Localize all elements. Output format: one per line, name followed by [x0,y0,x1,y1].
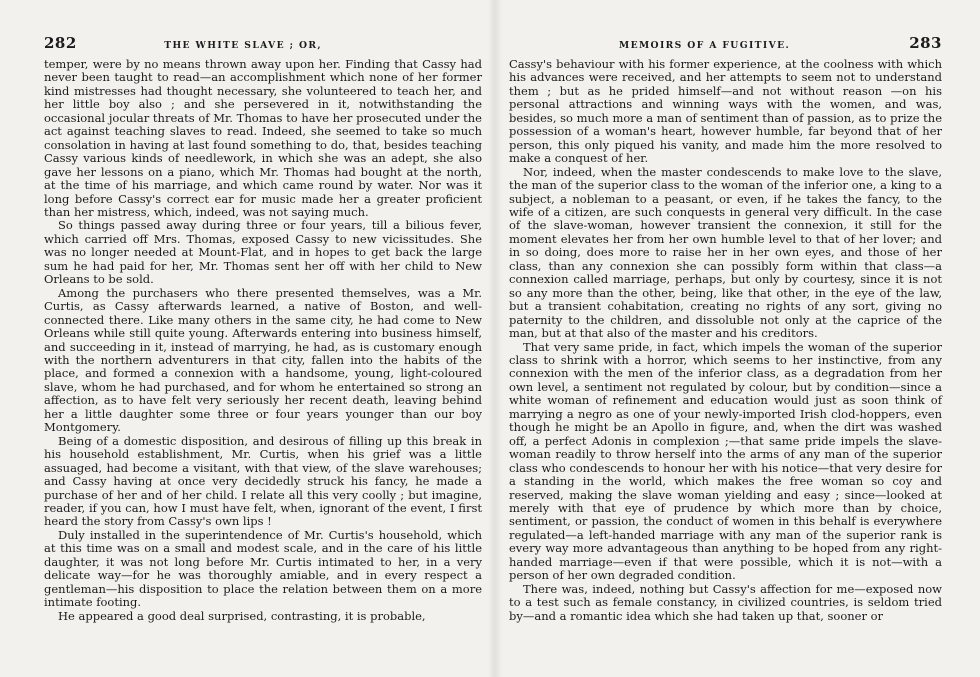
left-page-body [44,58,482,623]
right-page-header [509,34,942,56]
book-gutter [488,0,502,677]
paragraph: temper, were by no means thrown away upon her. Finding that Cassy had never been taught to read—an accomplishment which none of her former kind mistresses had thought necessary, she volunteered to teach her, and her little boy also ; and she persevered in it, notwithstanding the occasional jocular threats of Mr. Thomas to have her prosecuted under the act against teaching slaves to read. Indeed, she seemed to take so much consolation in having at last found something to do, that, besides teaching Cassy various kinds of needlework, in which she was an adept, she also gave her lessons on a piano, which Mr. Thomas had bought at the north, at the time of his marriage, and which came round by water. Nor was it long before Cassy's correct ear for music made her a greater proficient than her mistress, which, indeed, was not saying much. [44,57,482,219]
paragraph: Nor, indeed, when the master condescends to make love to the slave, the man of the superior class to the woman of the inferior one, a king to a subject, a nobleman to a peasant, or even, if he takes the fancy, to the wife of a citizen, are such conquests in general very difficult. In the case of the slave-woman, however transient the connexion, it still for the moment elevates her from her own humble level to that of her lover; and in so doing, does more to raise her in her own eyes, and those of her class, than any connexion she can possibly form within that class—a connexion called marriage, perhaps, but only by courtesy, since it is not so any more than the other, being, like that other, in the eye of the law, but a transient cohabitation, creating no rights of any sort, giving no paternity to the children, and dissoluble not only at the caprice of the man, but at that also of the master and his creditors. [509,164,942,341]
running-head: MEMOIRS OF A FUGITIVE. [619,40,791,51]
running-head: THE WHITE SLAVE ; OR, [164,40,322,51]
right-page [494,0,980,677]
page-number: 282 [44,34,77,52]
right-page-body [509,58,942,623]
paragraph: Cassy's behaviour with his former experience, at the coolness with which his advances were received, and her attempts to seem not to understand them ; but as he prided himself—and not without reason —on his personal attractions and winning ways with the women, and was, besides, so much more a man of sentiment than of passion, as to prize the possession of a woman's heart, however humble, far beyond that of her person, this only piqued his vanity, and made him the more resolved to make a conquest of her. [509,57,942,166]
paragraph: He appeared a good deal surprised, contrasting, it is probable, [58,608,426,623]
page-number: 283 [909,34,942,52]
left-page-header [44,34,482,56]
paragraph: Duly installed in the superintendence of Mr. Curtis's household, which at this time was on a small and modest scale, and in the care of his little daughter, it was not long before Mr. Curtis intimated to her, in a very delicate way—for he was thoroughly amiable, and in every respect a gentleman—his disposition to place the relation between them on a more intimate footing. [44,527,482,610]
paragraph: There was, indeed, nothing but Cassy's affection for me—exposed now to a test such as female constancy, in civilized countries, is seldom tried by—and a romantic idea which she had taken up that, sooner or [509,581,942,623]
paragraph: Among the purchasers who there presented themselves, was a Mr. Curtis, as Cassy afterwards learned, a native of Boston, and well-connected there. Like many others in the same city, he had come to New Orleans while still quite young. Afterwards entering into business himself, and succeeding in it, instead of marrying, he had, as is customary enough with the northern adventurers in that city, fallen into the habits of the place, and formed a connexion with a handsome, young, light-coloured slave, whom he had purchased, and for whom he entertained so strong an affection, as to have felt very seriously her recent death, leaving behind her a little daughter some three or four years younger than our boy Montgomery. [44,285,482,435]
paragraph: So things passed away during three or four years, till a bilious fever, which carried off Mrs. Thomas, exposed Cassy to new vicissitudes. She was no longer needed at Mount-Flat, and in hopes to get back the large sum he had paid for her, Mr. Thomas sent her off with her child to New Orleans to be sold. [44,218,482,287]
paragraph: Being of a domestic disposition, and desirous of filling up this break in his household establishment, Mr. Curtis, when his grief was a little assuaged, had become a visitant, with that view, of the slave warehouses; and Cassy having at once very decidedly struck his fancy, he made a purchase of her and of her child. I relate all this very coolly ; but imagine, reader, if you can, how I must have felt, when, ignorant of the event, I first heard the story from Cassy's own lips ! [44,433,482,529]
paragraph: That very same pride, in fact, which impels the woman of the superior class to shrink with a horror, which seems to her instinctive, from any connexion with the men of the inferior class, as a degradation from her own level, a sentiment not regulated by colour, but by condition—since a white woman of refinement and education would just as soon think of marrying a negro as one of your newly-imported Irish clod-hoppers, even though he might be an Apollo in figure, and, when the dirt was washed off, a perfect Adonis in complexion ;—that same pride impels the slave-woman readily to throw herself into the arms of any man of the superior class who condescends to honour her with his notice—that very desire for a standing in the world, which makes the free woman so coy and reserved, making the slave woman yielding and easy ; since—looked at merely with that eye of prudence by which more than by choice, sentiment, or passion, the conduct of women in this behalf is everywhere regulated—a left-handed marriage with any man of the superior rank is every way more advantageous than anything to be hoped from any right-handed marriage—even if that were possible, which it is not—with a person of her own degraded condition. [509,339,942,583]
